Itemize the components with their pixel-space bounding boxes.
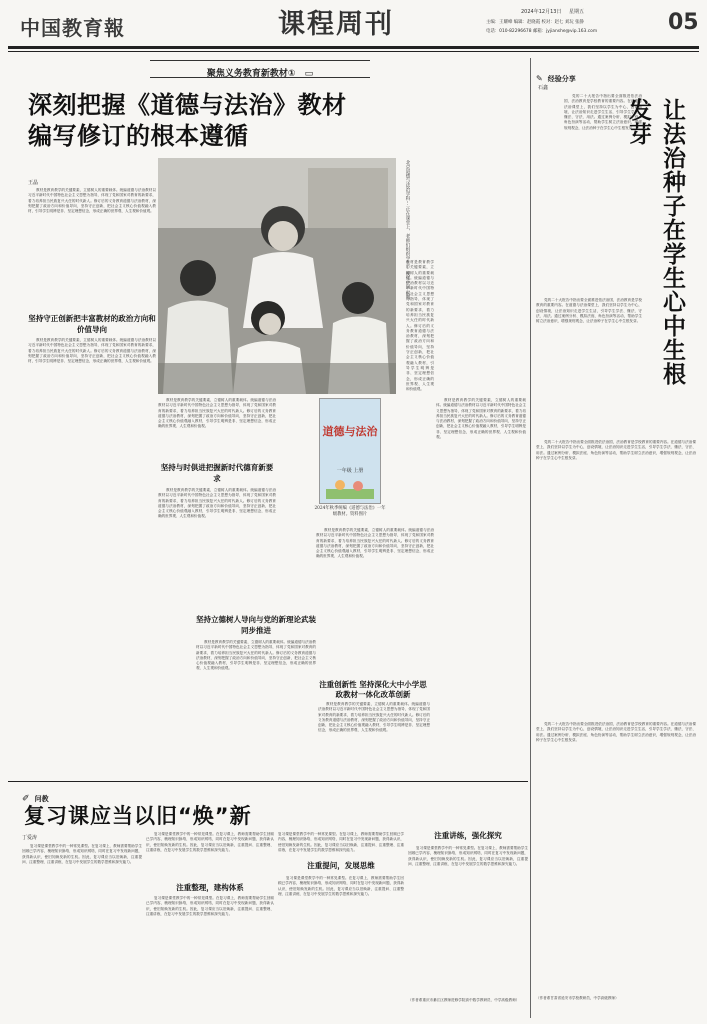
experience-label-box [536, 66, 636, 83]
experience-p2: 党的二十大报告中指出要全面推进依法治国，法治教育是学校教育的重要内容。在道德与法治课堂上，我们坚持以学生为中心，创设情境，让法治知识走进学生生活，引导学生学法、懂法、守法、用法。通过案例分析、模拟法庭、角色扮演等活动，帮助学生树立法治意识，增强规则观念，让法治种子在学生心中生根发芽。 [536, 298, 642, 324]
edition-title: 课程周刊 [278, 9, 394, 40]
lead-subhead-1: 坚持守正创新把丰富教材的政治方向和价值导向 [28, 314, 156, 334]
experience-label: 经验分享 [547, 75, 576, 83]
bottom-subhead-2: 注重整理，建构体系 [176, 883, 244, 892]
lead-col3-p1: 教材是教育教学的关键要素，立德树人的重要载体。统编道德与法治教材以习近平新时代中国特色社会主义思想为指导，体现了党和国家对教育的新要求，着力培养担当民族复兴大任的时代新人。修订后的义务教育道德与法治教材，深刻把握了政治方向和价值导向，坚持守正创新，把社会主义核心价值观融入教材，引导学生明辨是非、坚定理想信念，形成正确的世界观、人生观和价值观。 [196, 640, 316, 671]
book-caption: 2024年秋季统编《道德与法治》一年级教材。资料图片 [314, 506, 386, 517]
book-cover-illustration [326, 477, 374, 499]
lead-col4-p1: 教材是教育教学的关键要素，立德树人的重要载体。统编道德与法治教材以习近平新时代中国特色社会主义思想为指导，体现了党和国家对教育的新要求，着力培养担当民族复兴大任的时代新人。修订后的义务教育道德与法治教材，深刻把握了政治方向和价值导向，坚持守正创新，把社会主义核心价值观融入教材，引导学生明辨是非、坚定理想信念，形成正确的世界观、人生观和价值观。 [316, 528, 434, 559]
book-cover-grade: 一年级 上册 [336, 468, 364, 474]
date-text: 2024年12月13日 [521, 9, 562, 15]
bottom-section-label: 问教 [34, 795, 49, 803]
lead-subhead-2: 坚持与时俱进把握新时代德育新要求 [160, 463, 274, 483]
bottom-section-rule [8, 781, 528, 782]
masthead [0, 0, 707, 50]
column-banner [150, 60, 370, 78]
lead-subhead-3: 坚持立德树人导向与党的新理论武装同步推进 [196, 615, 316, 635]
lead-col1-p1: 教材是教育教学的关键要素，立德树人的重要载体。统编道德与法治教材以习近平新时代中国特色社会主义思想为指导，体现了党和国家对教育的新要求，着力培养担当民族复兴大任的时代新人。修订后的义务教育道德与法治教材，深刻把握了政治方向和价值导向，坚持守正创新，把社会主义核心价值观融入教材，引导学生明辨是非、坚定理想信念，形成正确的世界观、人生观和价值观。 [28, 188, 156, 214]
book-icon: ▭ [304, 69, 314, 79]
experience-p3: 党的二十大报告中指出要全面推进依法治国，法治教育是学校教育的重要内容。在道德与法治课堂上，我们坚持以学生为中心，创设情境，让法治知识走进学生生活，引导学生学法、懂法、守法、用法。通过案例分析、模拟法庭、角色扮演等活动，帮助学生树立法治意识，增强规则观念，让法治种子在学生心中生根发芽。 [536, 440, 696, 460]
column-divider [530, 58, 531, 1018]
classroom-photo [158, 158, 396, 394]
bottom-headline: 复习课应当以旧“焕”新 [24, 804, 252, 828]
lead-col1-p2: 教材是教育教学的关键要素，立德树人的重要载体。统编道德与法治教材以习近平新时代中国特色社会主义思想为指导，体现了党和国家对教育的新要求，着力培养担当民族复兴大任的时代新人。修订后的义务教育道德与法治教材，深刻把握了政治方向和价值导向，坚持守正创新，把社会主义核心价值观融入教材，引导学生明辨是非、坚定理想信念，形成正确的世界观、人生观和价值观。 [28, 338, 156, 364]
page-number: 05 [668, 10, 699, 35]
weekday-text: 星期五 [569, 9, 585, 15]
bottom-col1: 复习课是课堂教学中的一种常见课型。在复习课上，教师需要帮助学生回顾已学内容，梳理知识脉络，形成知识网络，同时在复习中发现新问题，获得新认识，使旧知焕发新的生机。因此，复习课应当以旧焕新，注重提问、注重整理、注重讲练，在复习中发展学生的数学思维和探究能力。 [22, 844, 142, 864]
experience-author: 石鑫 [538, 85, 549, 91]
editor-line: 主编：王耀峰 编辑：赵晓霞 校对：赵七 刘玩 张静 [486, 20, 584, 25]
bottom-footnote: （作者系重庆市綦江区教师进修学院高中数学教研员、中学高级教师） [408, 998, 520, 1002]
bottom-col3b: 复习课是课堂教学中的一种常见课型。在复习课上，教师需要帮助学生回顾已学内容，梳理知识脉络，形成知识网络，同时在复习中发现新问题，获得新认识，使旧知焕发新的生机。因此，复习课应当以旧焕新，注重提问、注重整理、注重讲练，在复习中发展学生的数学思维和探究能力。 [278, 876, 404, 896]
lead-col5-p1: 教材是教育教学的关键要素，立德树人的重要载体。统编道德与法治教材以习近平新时代中国特色社会主义思想为指导，体现了党和国家对教育的新要求，着力培养担当民族复兴大任的时代新人。修订后的义务教育道德与法治教材，深刻把握了政治方向和价值导向，坚持守正创新，把社会主义核心价值观融入教材，引导学生明辨是非、坚定理想信念，形成正确的世界观、人生观和价值观。 [436, 398, 526, 440]
bottom-col3a: 复习课是课堂教学中的一种常见课型。在复习课上，教师需要帮助学生回顾已学内容，梳理知识脉络，形成知识网络，同时在复习中发现新问题，获得新认识，使旧知焕发新的生机。因此，复习课应当以旧焕新，注重提问、注重整理、注重讲练，在复习中发展学生的数学思维和探究能力。 [278, 832, 404, 852]
experience-p1: 党的二十大报告中指出要全面推进依法治国，法治教育是学校教育的重要内容。在道德与法治课堂上，我们坚持以学生为中心，创设情境，让法治知识走进学生生活，引导学生学法、懂法、守法、用法。通过案例分析、模拟法庭、角色扮演等活动，帮助学生树立法治意识，增强规则观念，让法治种子在学生心中生根发芽。 [564, 94, 642, 130]
experience-vertical-title: 让法治种子在学生心中生根发芽 [625, 98, 685, 386]
lead-col2-p2: 教材是教育教学的关键要素，立德树人的重要载体。统编道德与法治教材以习近平新时代中国特色社会主义思想为指导，体现了党和国家对教育的新要求，着力培养担当民族复兴大任的时代新人。修订后的义务教育道德与法治教材，深刻把握了政治方向和价值导向，坚持守正创新，把社会主义核心价值观融入教材，引导学生明辨是非、坚定理想信念，形成正确的世界观、人生观和价值观。 [158, 488, 276, 519]
bottom-author: 丁爱涛 [22, 835, 38, 841]
masthead-rule [8, 46, 699, 49]
contact-line: 电话：010-82296678 邮箱：jyjianshe@vip.163.com [486, 29, 598, 34]
issue-date [521, 8, 584, 15]
classroom-photo-art [158, 158, 396, 394]
headline-line-2: 编写修订的根本遵循 [28, 122, 249, 150]
experience-p4: 党的二十大报告中指出要全面推进依法治国，法治教育是学校教育的重要内容。在道德与法治课堂上，我们坚持以学生为中心，创设情境，让法治知识走进学生生活，引导学生学法、懂法、守法、用法。通过案例分析、模拟法庭、角色扮演等活动，帮助学生树立法治意识，增强规则观念，让法治种子在学生心中生根发芽。 [536, 722, 696, 742]
bottom-col2a: 复习课是课堂教学中的一种常见课型。在复习课上，教师需要帮助学生回顾已学内容，梳理知识脉络，形成知识网络，同时在复习中发现新问题，获得新认识，使旧知焕发新的生机。因此，复习课应当以旧焕新，注重提问、注重整理、注重讲练，在复习中发展学生的数学思维和探究能力。 [146, 832, 274, 852]
headline [28, 90, 428, 152]
experience-footnote: （作者系甘肃省延安市学校教研员，中学高级教师） [536, 996, 619, 1000]
bottom-subhead-3: 注重讲练，强化探究 [434, 831, 502, 840]
masthead-rule-thin [8, 51, 699, 52]
lead-subhead-4: 注重创新性 坚持深化大中小学思政教材一体化改革创新 [319, 680, 427, 699]
headline-line-1: 深刻把握《道德与法治》教材 [28, 91, 347, 119]
lead-col2-p1: 教材是教育教学的关键要素，立德树人的重要载体。统编道德与法治教材以习近平新时代中国特色社会主义思想为指导，体现了党和国家对教育的新要求，着力培养担当民族复兴大任的时代新人。修订后的义务教育道德与法治教材，深刻把握了政治方向和价值导向，坚持守正创新，把社会主义核心价值观融入教材，引导学生明辨是非、坚定理想信念，形成正确的世界观、人生观和价值观。 [158, 398, 276, 429]
bottom-col4: 复习课是课堂教学中的一种常见课型。在复习课上，教师需要帮助学生回顾已学内容，梳理知识脉络，形成知识网络，同时在复习中发现新问题，获得新认识，使旧知焕发新的生机。因此，复习课应当以旧焕新，注重提问、注重整理、注重讲练，在复习中发展学生的数学思维和探究能力。 [408, 846, 528, 866]
photo-caption: 北京道德与法治学科… 正在课堂上，老师们组织学生… 视觉中国 供图 [405, 160, 410, 300]
book-cover [319, 398, 381, 504]
bottom-subhead-1: 注重提问，发展思维 [307, 861, 375, 870]
book-cover-title: 道德与法治 [322, 425, 378, 438]
paper-logo: 中国教育報 [20, 16, 125, 40]
column-banner-text: 聚焦义务教育新教材① [206, 69, 296, 79]
bottom-col2b: 复习课是课堂教学中的一种常见课型。在复习课上，教师需要帮助学生回顾已学内容，梳理知识脉络，形成知识网络，同时在复习中发现新问题，获得新认识，使旧知焕发新的生机。因此，复习课应当以旧焕新，注重提问、注重整理、注重讲练，在复习中发展学生的数学思维和探究能力。 [146, 896, 274, 916]
pencil-icon: ✐ [22, 794, 30, 804]
lead-col4-p2: 教材是教育教学的关键要素，立德树人的重要载体。统编道德与法治教材以习近平新时代中国特色社会主义思想为指导，体现了党和国家对教育的新要求，着力培养担当民族复兴大任的时代新人。修订后的义务教育道德与法治教材，深刻把握了政治方向和价值导向，坚持守正创新，把社会主义核心价值观融入教材，引导学生明辨是非、坚定理想信念，形成正确的世界观、人生观和价值观。 [318, 702, 430, 733]
pin-icon: ✎ [536, 74, 543, 83]
lead-author: 王晶 [28, 180, 39, 186]
